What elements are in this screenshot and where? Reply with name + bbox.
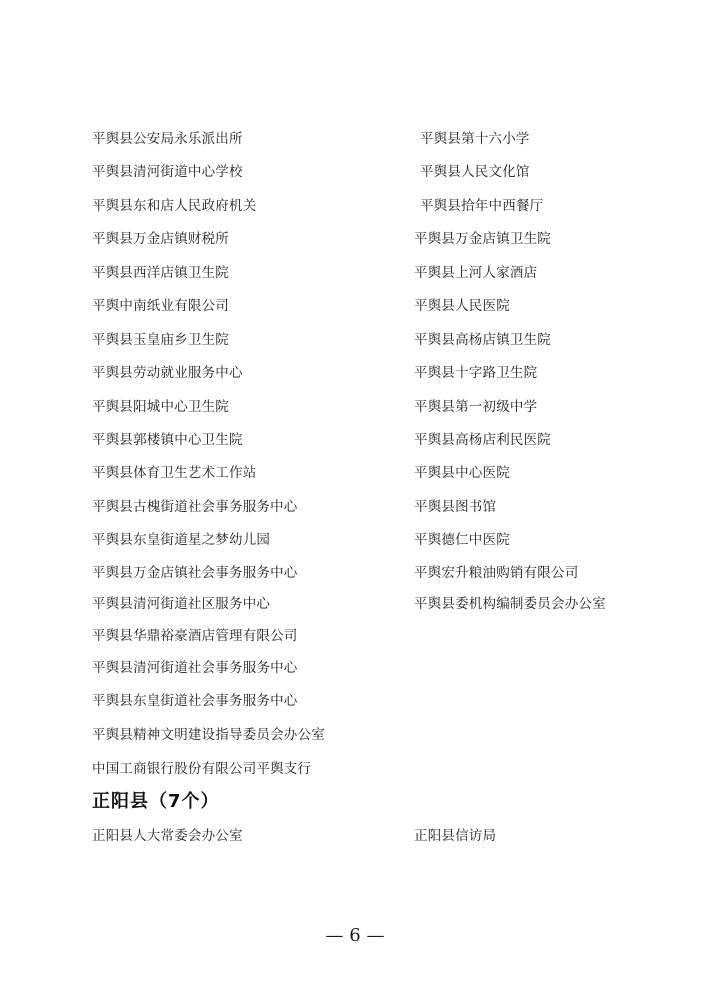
list-item: 正阳县人大常委会办公室 — [92, 828, 243, 844]
list-item: 平舆县西洋店镇卫生院 — [92, 265, 229, 281]
list-item: 平舆县中心医院 — [414, 465, 510, 481]
list-item: 平舆县高杨店利民医院 — [414, 432, 551, 448]
list-item: 平舆县古槐街道社会事务服务中心 — [92, 499, 298, 515]
list-item: 平舆县万金店镇财税所 — [92, 231, 229, 247]
list-item: 中国工商银行股份有限公司平舆支行 — [92, 761, 312, 777]
list-item: 平舆县万金店镇社会事务服务中心 — [92, 565, 298, 581]
list-item: 平舆县图书馆 — [414, 499, 497, 515]
list-item: 平舆县东和店人民政府机关 — [92, 198, 257, 214]
list-item: 平舆县第十六小学 — [420, 131, 530, 147]
list-item: 平舆县高杨店镇卫生院 — [414, 332, 551, 348]
list-item: 平舆县清河街道社会事务服务中心 — [92, 660, 298, 676]
list-item: 平舆县公安局永乐派出所 — [92, 131, 243, 147]
list-item: 平舆县体育卫生艺术工作站 — [92, 465, 257, 481]
list-item: 平舆县劳动就业服务中心 — [92, 365, 243, 381]
list-item: 平舆县东皇街道星之梦幼儿园 — [92, 532, 271, 548]
list-item: 平舆县阳城中心卫生院 — [92, 399, 229, 415]
list-item: 平舆县人民医院 — [414, 298, 510, 314]
list-item: 平舆县第一初级中学 — [414, 399, 538, 415]
list-item: 平舆县精神文明建设指导委员会办公室 — [92, 727, 325, 743]
list-item: 平舆县十字路卫生院 — [414, 365, 538, 381]
list-item: 平舆县委机构编制委员会办公室 — [414, 596, 606, 612]
list-item: 平舆宏升粮油购销有限公司 — [414, 565, 579, 581]
list-item: 平舆县拾年中西餐厅 — [420, 198, 544, 214]
list-item: 平舆县上河人家酒店 — [414, 265, 538, 281]
list-item: 平舆县万金店镇卫生院 — [414, 231, 551, 247]
list-item: 平舆县郭楼镇中心卫生院 — [92, 432, 243, 448]
list-item: 平舆县东皇街道社会事务服务中心 — [92, 693, 298, 709]
section-heading-zhengyang: 正阳县（7个） — [92, 791, 220, 812]
list-item: 正阳县信访局 — [414, 828, 497, 844]
list-item: 平舆县清河街道社区服务中心 — [92, 596, 271, 612]
list-item: 平舆县华鼎裕豪酒店管理有限公司 — [92, 628, 298, 644]
page-number: — 6 — — [325, 925, 385, 946]
list-item: 平舆县清河街道中心学校 — [92, 164, 243, 180]
list-item: 平舆县玉皇庙乡卫生院 — [92, 332, 229, 348]
list-item: 平舆中南纸业有限公司 — [92, 298, 229, 314]
list-item: 平舆县人民文化馆 — [420, 164, 530, 180]
list-item: 平舆德仁中医院 — [414, 532, 510, 548]
